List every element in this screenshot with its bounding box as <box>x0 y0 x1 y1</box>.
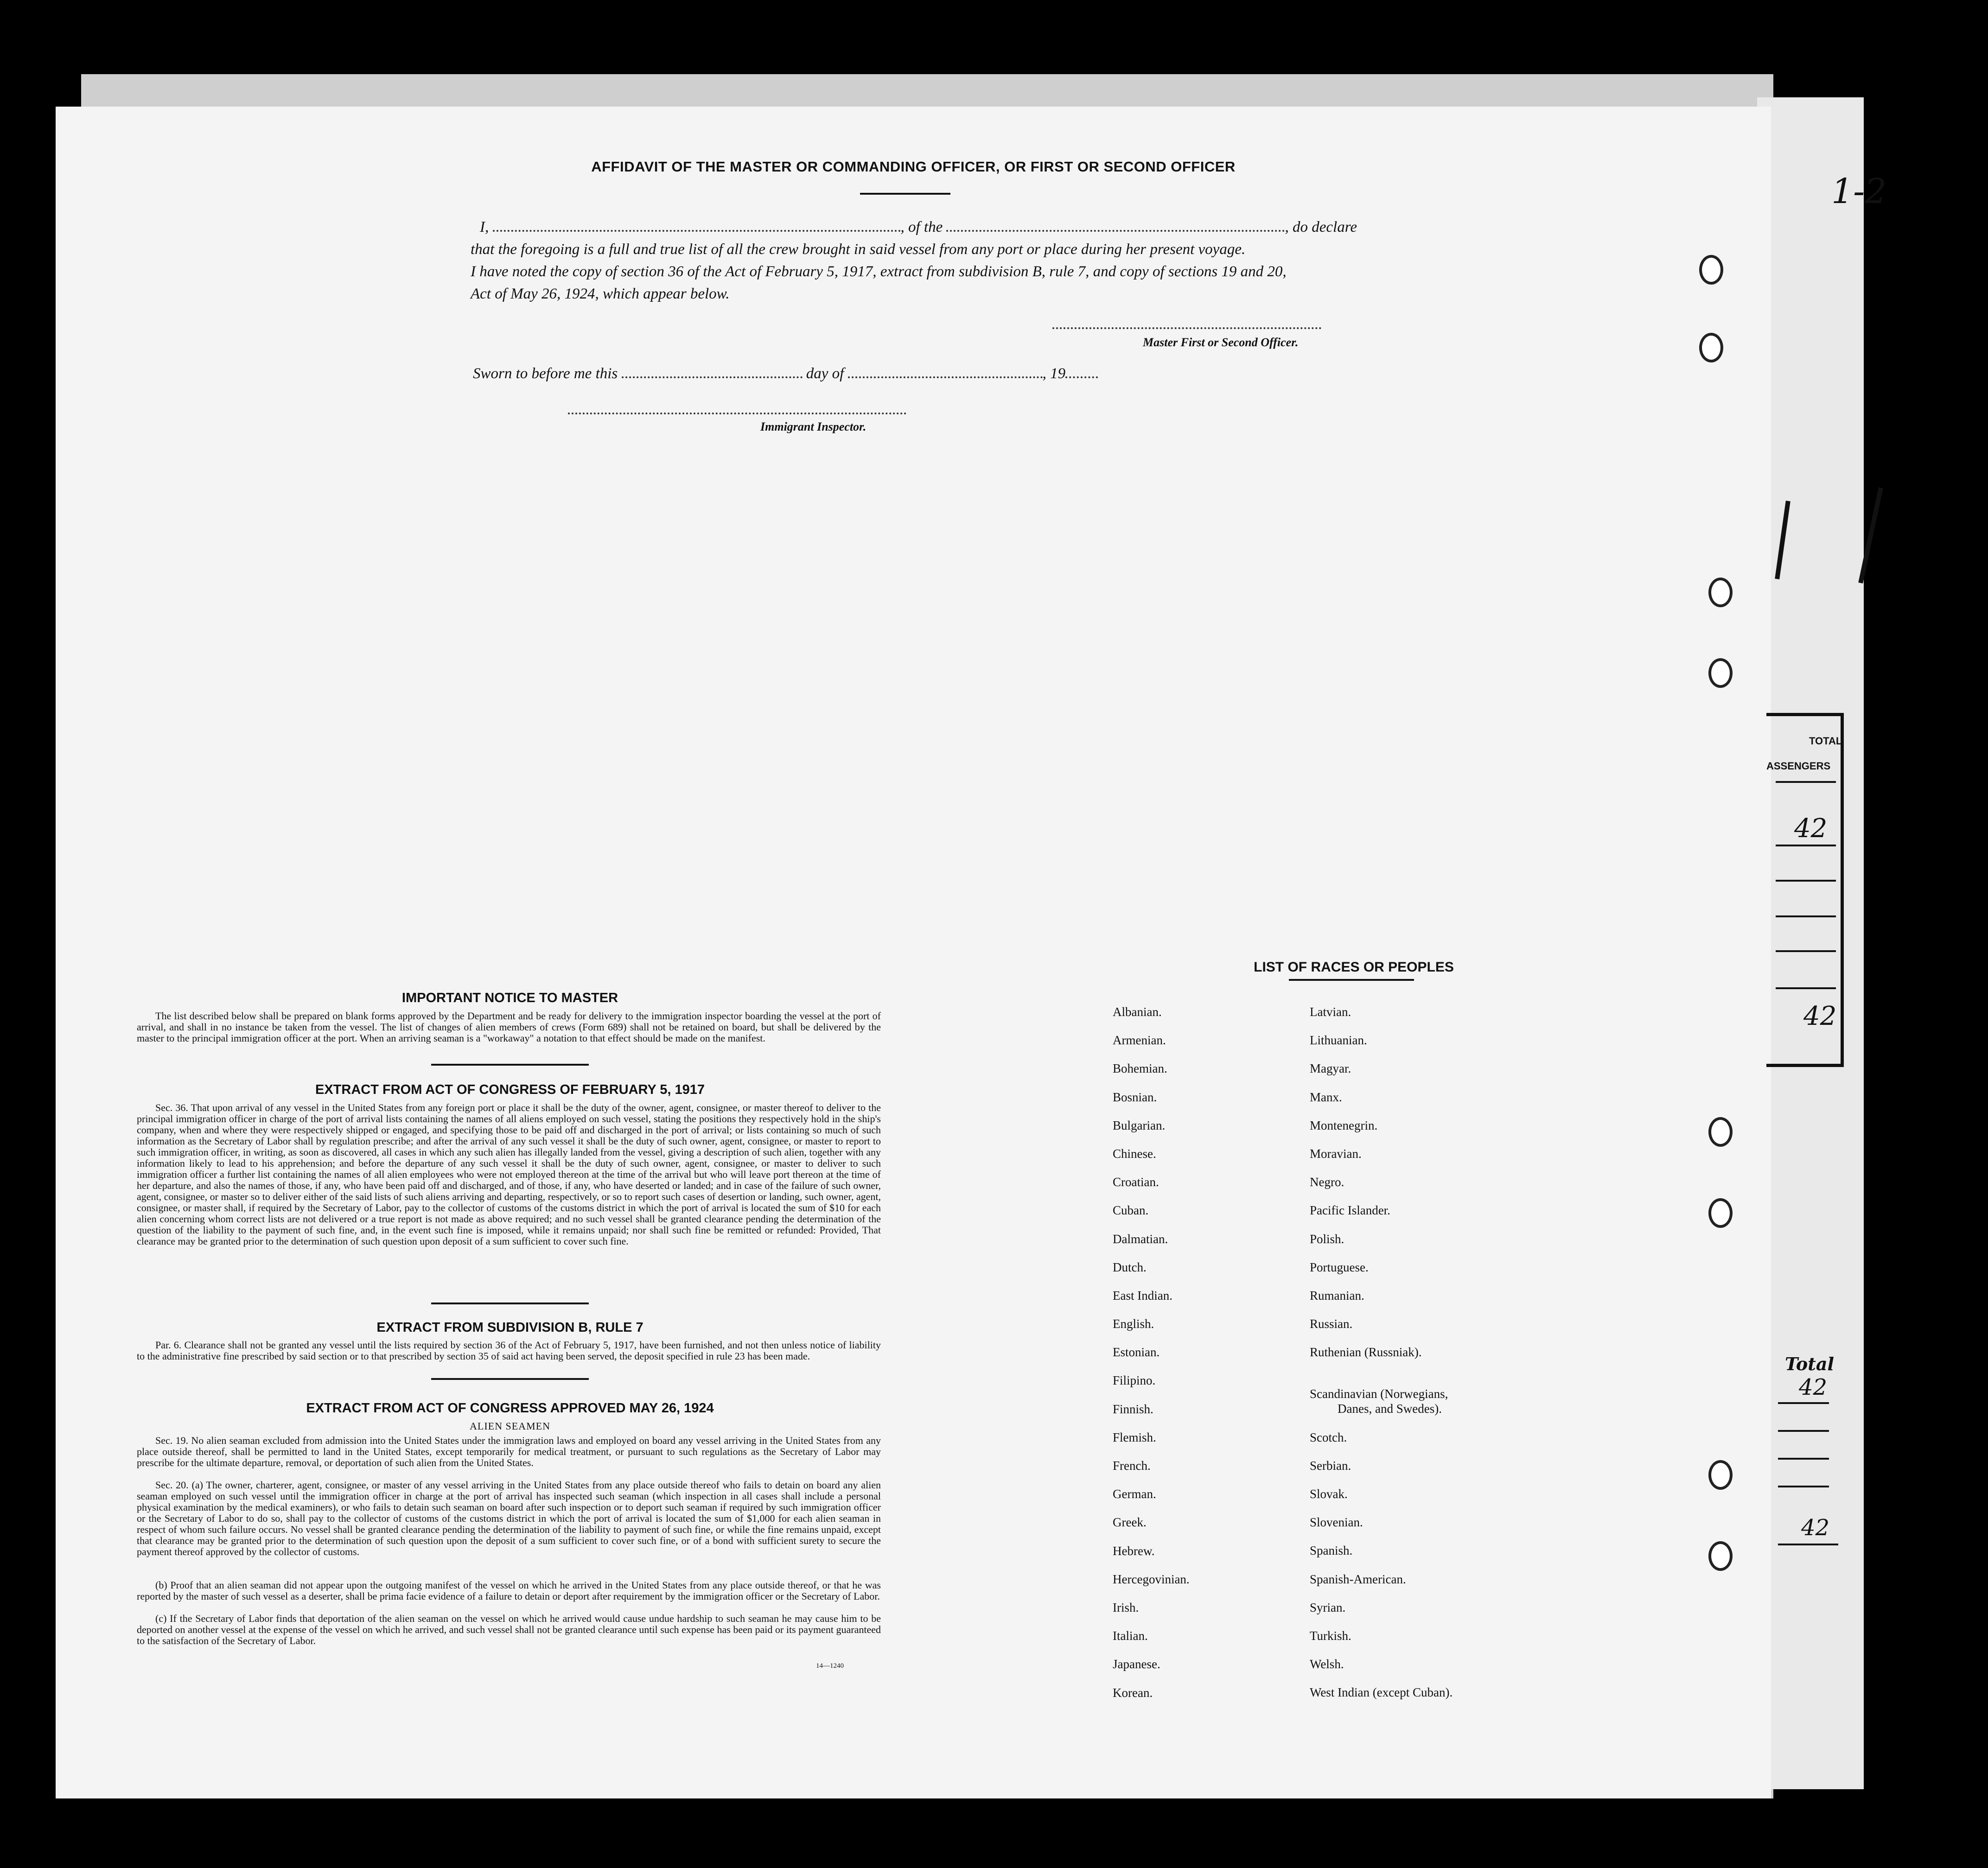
total-value: 42 <box>1803 1001 1837 1031</box>
race-left-item: Japanese. <box>1113 1657 1160 1671</box>
race-right-item: Rumanian. <box>1310 1288 1364 1303</box>
race-left-item: Bulgarian. <box>1113 1118 1166 1132</box>
race-right-item: Scandinavian (Norwegians, <box>1310 1387 1448 1401</box>
year-text: , 19 <box>1042 365 1066 382</box>
race-left-item: Hercegovinian. <box>1113 1572 1190 1586</box>
affidavit-do-declare: , do declare <box>1285 219 1357 235</box>
affidavit-of-the: , of the <box>900 219 943 235</box>
race-left-item: Hebrew. <box>1113 1544 1155 1558</box>
binder-hole <box>1699 255 1723 285</box>
races-title: LIST OF RACES OR PEOPLES <box>1254 959 1454 975</box>
total-value: 42 <box>1794 813 1828 844</box>
total-value: 42 <box>1801 1515 1830 1541</box>
race-right-item: Russian. <box>1310 1317 1353 1331</box>
races-right-column <box>1310 1005 1453 1714</box>
total-row-line <box>1778 1458 1829 1460</box>
total-row-line <box>1776 845 1836 846</box>
sec20b-text: (b) Proof that an alien seaman did not appear upon the outgoing manifest of the vessel on which he arrived in the United States from any place outside thereof, or that he was reported by the master of such vessel as a deserter, shall be prima facie evidence of a failure to detain or deport after requirement by the immigration officer or the Secretary of Labor. <box>137 1579 881 1602</box>
form-number: 14—1240 <box>816 1662 844 1670</box>
race-right-item: Serbian. <box>1310 1458 1351 1473</box>
sec20a-text: Sec. 20. (a) The owner, charterer, agent, consignee, or master of any vessel arriving in the United States from any place outside thereof who fails to detain on board any alien seaman employed on such vessel until the immigration officer in charge at the port of arrival has inspected such seaman (which inspection in all cases shall include a personal physical examination by the medical examiners), or who fails to detain such seaman on board after such inspection or to deport such seaman if required by such immigration officer or the Secretary of Labor to do so, shall pay to the collector of customs of the customs district in which the port of arrival is located the sum of $1,000 for each alien seaman in respect of whom such failure occurs. No vessel shall be granted clearance pending the determination of the liability to payment of such fine, or while the fine remains unpaid, except that clearance may be granted prior to the determination of such question upon the deposit of a sum sufficient to cover such fine, or of a bond with sufficient surety to secure the payment thereof approved by the collector of customs. <box>137 1479 881 1557</box>
race-right-item: Montenegrin. <box>1310 1118 1378 1132</box>
vessel-blank <box>946 218 1285 232</box>
race-right-item: Slovenian. <box>1310 1515 1363 1530</box>
rule7-text: Par. 6. Clearance shall not be granted any vessel until the lists required by section 36 of the Act of February 5, 1917, have been furnished, and not then unless notice of liability to the administrative fine prescribed by said section or to that prescribed by section 35 of said act having been served, the deposit specified in rule 23 has been made. <box>137 1339 881 1362</box>
total-row-line <box>1778 1430 1829 1432</box>
races-rule <box>1289 979 1414 981</box>
rule7-title: EXTRACT FROM SUBDIVISION B, RULE 7 <box>376 1320 644 1335</box>
total-header: TOTAL <box>1809 735 1842 747</box>
total-row-line <box>1778 1544 1838 1545</box>
total-row-line <box>1778 1402 1829 1404</box>
signature-line <box>1052 327 1321 329</box>
race-right-item: Welsh. <box>1310 1657 1344 1671</box>
race-right-item: Ruthenian (Russniak). <box>1310 1345 1422 1360</box>
race-right-item: Polish. <box>1310 1232 1344 1246</box>
race-left-item: Croatian. <box>1113 1175 1159 1189</box>
binder-hole <box>1708 1460 1733 1490</box>
handwritten-page-number: 1-2 <box>1831 172 1887 211</box>
affidavit-line-4: Act of May 26, 1924, which appear below. <box>471 286 730 302</box>
total-row-line <box>1776 880 1836 882</box>
race-right-item: Spanish. <box>1310 1544 1353 1558</box>
binder-hole <box>1708 1117 1733 1147</box>
total-value: 42 <box>1799 1374 1828 1400</box>
signature-label: Master First or Second Officer. <box>1143 336 1299 349</box>
inspector-line <box>568 413 906 414</box>
race-left-item: Chinese. <box>1113 1146 1156 1161</box>
race-left-item: Dutch. <box>1113 1260 1147 1274</box>
race-left-item: East Indian. <box>1113 1288 1172 1303</box>
affidavit-line-3: I have noted the copy of section 36 of the Act of February 5, 1917, extract from subdivision B, rule 7, and copy of sections 19 and 20, <box>471 263 1287 280</box>
rule7-rule <box>431 1378 589 1380</box>
race-right-item: Slovak. <box>1310 1487 1348 1501</box>
race-left-item: Dalmatian. <box>1113 1232 1168 1246</box>
race-left-item: French. <box>1113 1459 1151 1473</box>
sworn-month-blank <box>848 364 1043 378</box>
race-left-item: German. <box>1113 1487 1156 1501</box>
extract-1924-subtitle: ALIEN SEAMEN <box>470 1420 550 1432</box>
extract-1917-text: Sec. 36. That upon arrival of any vessel in the United States from any foreign port or place it shall be the duty of the owner, agent, consignee, or master thereof to deliver to the principal immigration officer in charge of the port of arrival lists containing the names of all aliens employed on such vessel, stating the positions they respectively hold in the ship's company, when and where they were respectively shipped or engaged, and specifying those to be paid off and discharged in the port of arrival; or lists containing so much of such information as the Secretary of Labor shall by regulation prescribe; and after the arrival of any such vessel it shall be the duty of such owner, agent, consignee, or master to report to such immigration officer, in writing, as soon as discovered, all cases in which any such alien has illegally landed from the vessel, giving a description of such alien, together with any information likely to lead to his apprehension; and before the departure of any such vessel it shall be the duty of such owner, agent, consignee, or master to deliver to such immigration officer a further list containing the names of all alien employees who were not employed thereon at the time of the arrival but who will leave port thereon at the time of her departure, and also the names of those, if any, who have been paid off and discharged, and of those, if any, who have deserted or landed; and in case of the failure of such owner, agent, consignee, or master so to deliver either of the said lists of such aliens arriving and departing, respectively, or so to report such cases of desertion or landing, such owner, agent, consignee, or master shall, if required by the Secretary of Labor, pay to the collector of customs of the customs district in which the port of arrival is located the sum of $10 for each alien concerning whom correct lists are not delivered or a true report is not made as above required; and no such vessel shall be granted clearance pending the determination of the question of the liability to the payment of such fine, and, in the event such fine is imposed, while it remains unpaid; nor shall such fine be remitted or refunded: Provided, That clearance may be granted prior to the determination of such question upon deposit of a sum sufficient to cover such fine. <box>137 1102 881 1247</box>
race-left-item: Armenian. <box>1113 1033 1166 1048</box>
race-left-item: Finnish. <box>1113 1402 1153 1416</box>
extract-1917-rule <box>431 1303 589 1304</box>
race-right-item: Negro. <box>1310 1175 1344 1189</box>
affidavit-page <box>56 107 1771 1798</box>
race-left-item: Greek. <box>1113 1515 1147 1530</box>
sworn-day-blank <box>622 364 803 378</box>
day-of-text: day of <box>806 365 844 382</box>
race-right-item: Portuguese. <box>1310 1260 1369 1274</box>
race-right-item: Scotch. <box>1310 1430 1347 1444</box>
race-right-item: Spanish-American. <box>1310 1572 1406 1586</box>
sworn-text: Sworn to before me this <box>473 365 618 382</box>
affidavit-i: I, <box>480 219 489 235</box>
race-left-item: Filipino. <box>1113 1373 1156 1388</box>
race-right-item: Moravian. <box>1310 1146 1362 1161</box>
sworn-line <box>473 364 1098 382</box>
binder-hole <box>1708 658 1733 688</box>
race-left-item: Estonian. <box>1113 1345 1160 1360</box>
total-header-2: ASSENGERS <box>1766 760 1831 772</box>
title-rule <box>860 193 950 195</box>
race-left-item: Korean. <box>1113 1685 1153 1700</box>
year-blank <box>1065 364 1098 378</box>
notice-rule <box>431 1064 589 1066</box>
race-left-item: Albanian. <box>1113 1005 1162 1019</box>
affidavit-title: AFFIDAVIT OF THE MASTER OR COMMANDING OFFICER, OR FIRST OR SECOND OFFICER <box>591 159 1236 175</box>
race-right-item: West Indian (except Cuban). <box>1310 1685 1453 1700</box>
race-left-item: Flemish. <box>1113 1430 1156 1444</box>
total-row-line <box>1778 1486 1829 1487</box>
races-left-column <box>1113 1005 1190 1714</box>
race-left-item: English. <box>1113 1317 1154 1331</box>
race-right-item: Lithuanian. <box>1310 1033 1367 1048</box>
notice-title: IMPORTANT NOTICE TO MASTER <box>401 991 618 1005</box>
race-left-item: Italian. <box>1113 1629 1148 1643</box>
affidavit-line-2: that the foregoing is a full and true list of all the crew brought in said vessel from any port or place during her present voyage. <box>471 241 1246 258</box>
inspector-label: Immigrant Inspector. <box>760 420 867 433</box>
total-row-line <box>1776 915 1836 917</box>
binder-hole <box>1708 1198 1733 1228</box>
race-right-item: Syrian. <box>1310 1600 1346 1614</box>
binder-hole <box>1699 333 1723 362</box>
race-right-item: Magyar. <box>1310 1061 1351 1076</box>
binder-hole <box>1708 578 1733 607</box>
race-right-item: Turkish. <box>1310 1628 1351 1643</box>
name-blank <box>493 218 901 232</box>
notice-text: The list described below shall be prepared on blank forms approved by the Department and be ready for delivery to the immigration inspector boarding the vessel at the port of arrival, and shall in no instance be taken from the vessel. The list of changes of alien members of crews (Form 689) shall not be retained on board, but shall be delivered by the master to the principal immigration officer at the port. When an arriving seaman is a "workaway" a notation to that effect should be made on the manifest. <box>137 1010 881 1044</box>
race-left-item: Cuban. <box>1113 1203 1149 1218</box>
total-row-line <box>1776 781 1836 783</box>
race-left-item: Bohemian. <box>1113 1061 1167 1076</box>
race-right-item: Manx. <box>1310 1090 1342 1104</box>
race-right-item: Danes, and Swedes). <box>1338 1402 1442 1416</box>
race-right-item: Latvian. <box>1310 1005 1351 1019</box>
race-right-item: Pacific Islander. <box>1310 1203 1390 1218</box>
total-row-line <box>1776 950 1836 952</box>
total-label: Total <box>1785 1353 1834 1374</box>
affidavit-line-1 <box>471 218 1357 236</box>
sec19-text: Sec. 19. No alien seaman excluded from admission into the United States under the immigration laws and employed on board any vessel arriving in the United States from any place outside thereof, shall be permitted to land in the United States, except temporarily for medical treatment, or pursuant to such regulations as the Secretary of Labor may prescribe for the ultimate departure, removal, or deportation of such alien from the United States. <box>137 1435 881 1468</box>
total-row-line <box>1776 987 1836 989</box>
extract-1924-title: EXTRACT FROM ACT OF CONGRESS APPROVED MAY 26, 1924 <box>306 1401 714 1416</box>
binder-hole <box>1708 1541 1733 1571</box>
race-left-item: Bosnian. <box>1113 1090 1157 1104</box>
sec20c-text: (c) If the Secretary of Labor finds that deportation of the alien seaman on the vessel on which he arrived would cause undue hardship to such seaman he may cause him to be deported on another vessel at the expense of the vessel on which he arrived, and such vessel shall not be granted clearance until such expense has been paid or its payment guaranteed to the satisfaction of the Secretary of Labor. <box>137 1613 881 1646</box>
extract-1917-title: EXTRACT FROM ACT OF CONGRESS OF FEBRUARY 5, 1917 <box>315 1082 705 1097</box>
race-left-item: Irish. <box>1113 1600 1139 1614</box>
